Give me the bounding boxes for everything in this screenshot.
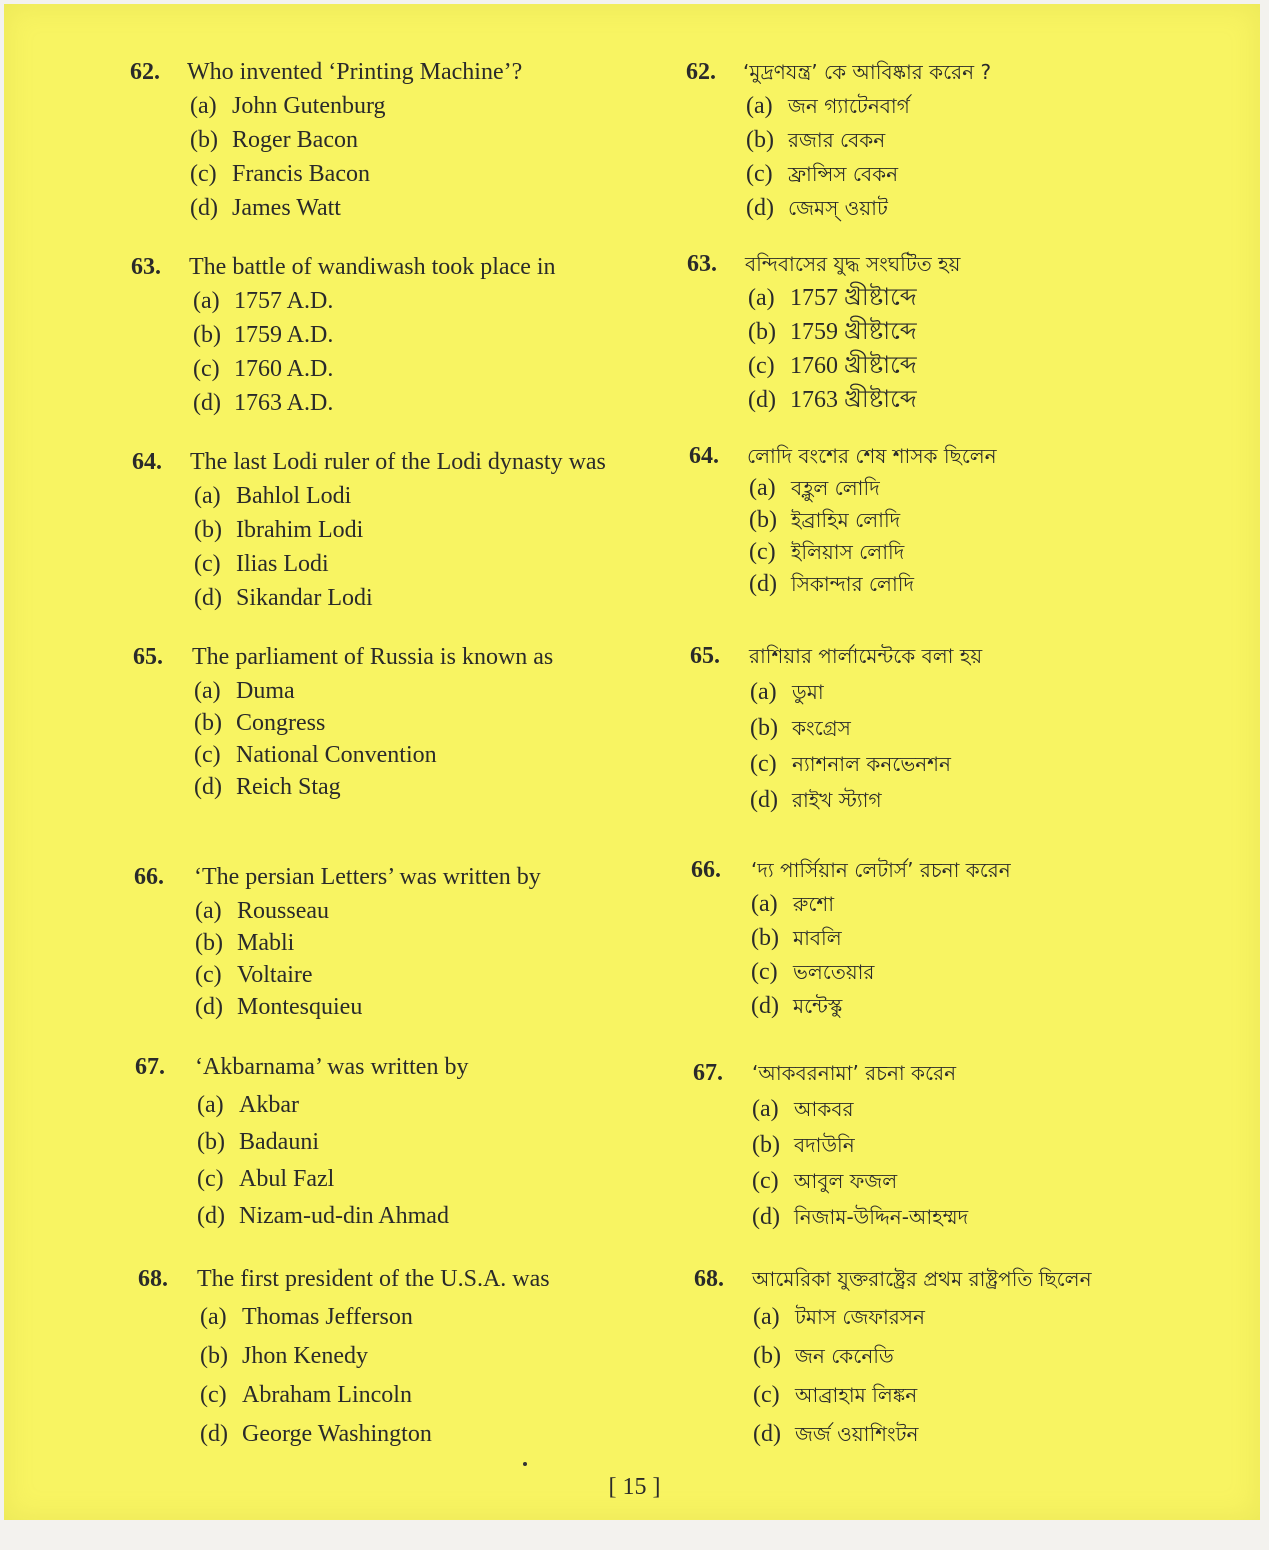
option-text: জর্জ ওয়াশিংটন (795, 1422, 919, 1446)
option-letter: (b) (752, 1132, 780, 1158)
option-letter: (c) (194, 551, 221, 577)
option-text: 1759 A.D. (234, 322, 334, 348)
question-text: The last Lodi ruler of the Lodi dynasty was (190, 449, 606, 475)
option-text: রজার বেকন (788, 128, 886, 152)
option-text: জেমস্ ওয়াট (788, 196, 888, 220)
option-letter: (d) (200, 1421, 228, 1447)
question-text: লোদি বংশের শেষ শাসক ছিলেন (747, 444, 997, 468)
option-letter: (b) (750, 715, 778, 741)
option-text: 1763 A.D. (234, 390, 334, 416)
option-letter: (a) (749, 475, 776, 501)
option-letter: (b) (194, 517, 222, 543)
question-number: 66. (691, 857, 721, 883)
option-text: 1760 A.D. (234, 356, 334, 382)
option-letter: (d) (746, 195, 774, 221)
question-text: ‘মুদ্রণযন্ত্র’ কে আবিষ্কার করেন ? (743, 60, 992, 84)
option-text: মন্টেস্কু (793, 994, 843, 1018)
option-text: বদাউনি (794, 1133, 855, 1157)
option-text: সিকান্দার লোদি (791, 572, 914, 596)
option-text: ইব্রাহিম লোদি (791, 508, 901, 532)
option-letter: (d) (748, 387, 776, 413)
option-text: 1759 খ্রীষ্টাব্দে (790, 319, 917, 345)
question-number: 63. (131, 254, 161, 280)
option-text: Voltaire (237, 962, 313, 988)
option-text: রুশো (793, 892, 835, 916)
option-letter: (a) (195, 898, 222, 924)
option-text: Abul Fazl (239, 1166, 335, 1192)
option-letter: (c) (753, 1382, 780, 1408)
question-text: ‘দ্য পার্সিয়ান লেটার্স’ রচনা করেন (751, 858, 1011, 882)
option-letter: (c) (752, 1168, 779, 1194)
option-text: বহ্লুল লোদি (791, 476, 880, 500)
option-text: Mabli (237, 930, 295, 956)
option-text: 1763 খ্রীষ্টাব্দে (790, 387, 917, 413)
option-letter: (c) (197, 1166, 224, 1192)
option-letter: (b) (193, 322, 221, 348)
option-text: Nizam-ud-din Ahmad (239, 1203, 449, 1229)
option-text: কংগ্রেস (792, 716, 851, 740)
option-text: National Convention (236, 742, 437, 768)
question-text: The first president of the U.S.A. was (197, 1266, 550, 1292)
page-number: [ 15 ] (608, 1474, 661, 1500)
option-letter: (d) (194, 585, 222, 611)
option-text: টমাস জেফারসন (795, 1305, 925, 1329)
option-letter: (c) (749, 539, 776, 565)
option-letter: (c) (195, 962, 222, 988)
option-text: Sikandar Lodi (236, 585, 373, 611)
question-number: 62. (686, 59, 716, 85)
option-letter: (d) (751, 993, 779, 1019)
question-text: ‘Akbarnama’ was written by (195, 1054, 469, 1080)
question-text: The parliament of Russia is known as (192, 644, 554, 670)
question-text: বন্দিবাসের যুদ্ধ সংঘটিত হয় (745, 252, 961, 276)
option-text: ন্যাশনাল কনভেনশন (792, 752, 951, 776)
option-text: Duma (236, 678, 295, 704)
option-letter: (c) (190, 161, 217, 187)
option-text: আকবর (794, 1097, 854, 1121)
option-text: মাবলি (793, 926, 842, 950)
option-letter: (a) (752, 1096, 779, 1122)
option-letter: (b) (197, 1129, 225, 1155)
option-text: Badauni (239, 1129, 319, 1155)
option-letter: (b) (751, 925, 779, 951)
stray-dot (523, 1462, 527, 1466)
option-letter: (b) (194, 710, 222, 736)
question-number: 67. (135, 1054, 165, 1080)
question-text: আমেরিকা যুক্তরাষ্ট্রের প্রথম রাষ্ট্রপতি ছিলেন (752, 1267, 1092, 1291)
option-text: ডুমা (792, 680, 824, 704)
option-text: George Washington (242, 1421, 432, 1447)
option-text: Roger Bacon (232, 127, 358, 153)
option-text: Reich Stag (236, 774, 341, 800)
option-text: James Watt (232, 195, 341, 221)
option-letter: (a) (194, 483, 221, 509)
option-letter: (a) (193, 288, 220, 314)
question-text: রাশিয়ার পার্লামেন্টকে বলা হয় (749, 644, 983, 668)
option-letter: (b) (200, 1343, 228, 1369)
option-letter: (d) (193, 390, 221, 416)
question-number: 62. (130, 59, 160, 85)
option-text: Ilias Lodi (236, 551, 329, 577)
option-letter: (b) (749, 507, 777, 533)
option-letter: (a) (746, 93, 773, 119)
option-letter: (c) (748, 353, 775, 379)
question-number: 68. (694, 1266, 724, 1292)
option-text: Thomas Jefferson (242, 1304, 413, 1330)
question-text: Who invented ‘Printing Machine’? (187, 59, 523, 85)
option-text: Francis Bacon (232, 161, 370, 187)
option-text: Akbar (239, 1092, 299, 1118)
option-text: Congress (236, 710, 326, 736)
option-text: Abraham Lincoln (242, 1382, 412, 1408)
option-letter: (d) (749, 571, 777, 597)
option-text: রাইখ স্ট্যাগ (792, 788, 882, 812)
question-number: 64. (689, 443, 719, 469)
option-letter: (b) (746, 127, 774, 153)
option-text: Rousseau (237, 898, 329, 924)
option-letter: (b) (748, 319, 776, 345)
option-text: জন গ্যাটেনবার্গ (788, 94, 910, 118)
option-text: Montesquieu (237, 994, 363, 1020)
option-letter: (c) (751, 959, 778, 985)
option-letter: (c) (746, 161, 773, 187)
question-text: ‘আকবরনামা’ রচনা করেন (752, 1061, 957, 1085)
option-letter: (c) (194, 742, 221, 768)
option-text: ফ্রান্সিস বেকন (788, 162, 899, 186)
option-letter: (d) (197, 1203, 225, 1229)
option-text: জন কেনেডি (795, 1344, 894, 1368)
question-number: 67. (693, 1060, 723, 1086)
option-letter: (a) (194, 678, 221, 704)
question-number: 63. (687, 251, 717, 277)
option-letter: (b) (195, 930, 223, 956)
question-number: 66. (134, 864, 164, 890)
option-text: নিজাম-উদ্দিন-আহম্মদ (794, 1205, 969, 1229)
option-letter: (b) (753, 1343, 781, 1369)
option-letter: (a) (200, 1304, 227, 1330)
option-letter: (a) (750, 679, 777, 705)
option-text: আব্রাহাম লিঙ্কন (795, 1383, 918, 1407)
option-text: আবুল ফজল (794, 1169, 898, 1193)
option-letter: (a) (751, 891, 778, 917)
option-letter: (d) (194, 774, 222, 800)
option-text: ভলতেয়ার (793, 960, 875, 984)
option-letter: (c) (750, 751, 777, 777)
option-text: 1760 খ্রীষ্টাব্দে (790, 353, 917, 379)
option-letter: (d) (753, 1421, 781, 1447)
option-text: 1757 খ্রীষ্টাব্দে (790, 285, 917, 311)
option-text: Ibrahim Lodi (236, 517, 364, 543)
option-text: 1757 A.D. (234, 288, 334, 314)
option-letter: (a) (197, 1092, 224, 1118)
option-letter: (d) (750, 787, 778, 813)
option-letter: (d) (195, 994, 223, 1020)
option-letter: (a) (753, 1304, 780, 1330)
option-letter: (a) (190, 93, 217, 119)
question-number: 65. (133, 644, 163, 670)
question-text: ‘The persian Letters’ was written by (194, 864, 541, 890)
question-number: 64. (132, 449, 162, 475)
option-letter: (b) (190, 127, 218, 153)
option-text: ইলিয়াস লোদি (791, 540, 905, 564)
option-letter: (a) (748, 285, 775, 311)
question-number: 68. (138, 1266, 168, 1292)
option-text: John Gutenburg (232, 93, 386, 119)
option-letter: (c) (200, 1382, 227, 1408)
option-text: Bahlol Lodi (236, 483, 352, 509)
option-letter: (d) (752, 1204, 780, 1230)
option-letter: (d) (190, 195, 218, 221)
option-letter: (c) (193, 356, 220, 382)
option-text: Jhon Kenedy (242, 1343, 368, 1369)
question-text: The battle of wandiwash took place in (189, 254, 556, 280)
question-number: 65. (690, 643, 720, 669)
